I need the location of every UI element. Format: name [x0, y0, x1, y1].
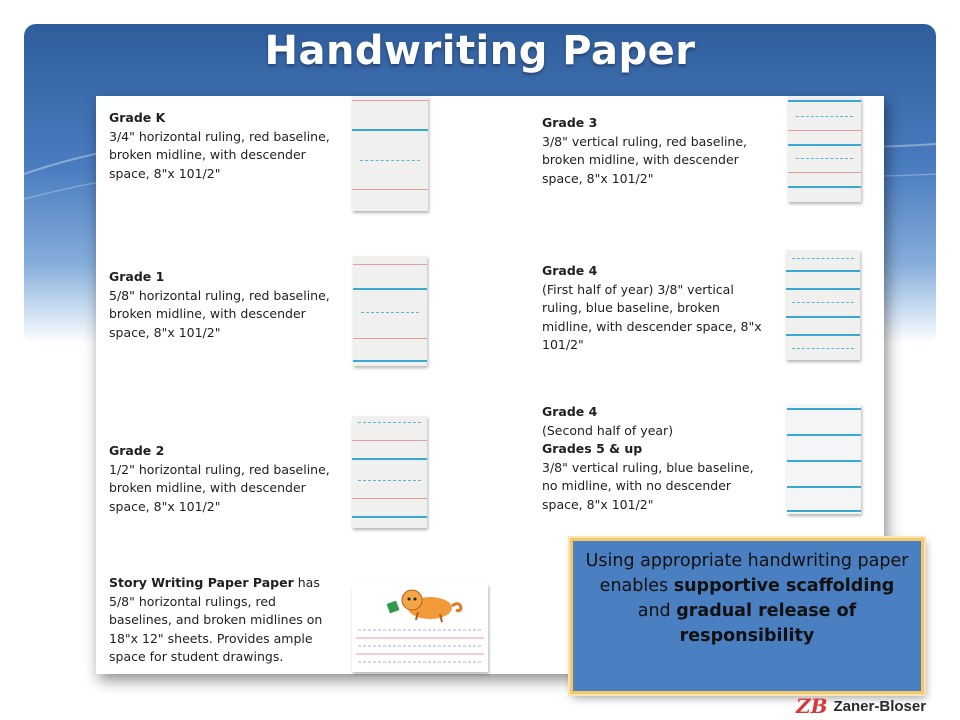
grade-4b-sub: (Second half of year) [542, 422, 674, 438]
callout-bold-1: supportive scaffolding [673, 576, 895, 596]
grade-2-desc: 1/2" horizontal ruling, red baseline, broken midline, with descender space, 8"x 101/2" [109, 461, 330, 514]
callout-bold-2: gradual release of responsibility [676, 601, 857, 646]
callout-text-1: Using appropriate handwriting paper enables [585, 551, 909, 596]
story-desc: has 5/8" horizontal rulings, red baselines, and broken midlines on 18"x 12" sheets. Provides ample space for student drawings. [109, 575, 323, 664]
grade-2-title: Grade 2 [109, 443, 165, 458]
grade-3-title: Grade 3 [542, 115, 598, 130]
zaner-bloser-logo [796, 694, 926, 718]
slide-title: Handwriting Paper [264, 28, 696, 74]
entry-grade-1 [109, 268, 339, 342]
key-point-callout [570, 538, 924, 694]
logo-mark: ZB [796, 694, 828, 718]
grade-k-desc: 3/4" horizontal ruling, red baseline, broken midline, with descender space, 8"x 101/2" [109, 128, 330, 181]
entry-grade-2 [109, 442, 339, 516]
grade-3-desc: 3/8" vertical ruling, red baseline, broken midline, with descender space, 8"x 101/2" [542, 133, 748, 186]
grade-1-title: Grade 1 [109, 269, 165, 284]
grade-5-up-title: Grades 5 & up [542, 441, 643, 456]
grade-4a-desc: (First half of year) 3/8" vertical ruling, blue baseline, broken midline, with descender space, 8"x 101/2" [542, 281, 762, 352]
entry-grade-4-first-half [542, 262, 772, 355]
grade-4b-title: Grade 4 [542, 404, 598, 419]
grade-1-desc: 5/8" horizontal ruling, red baseline, broken midline, with descender space, 8"x 101/2" [109, 287, 330, 340]
grade-4b-desc: 3/8" vertical ruling, blue baseline, no midline, with no descender space, 8"x 101/2" [542, 459, 754, 512]
entry-story-paper [109, 574, 339, 667]
cat-drawing-icon [352, 584, 488, 672]
entry-grade-k [109, 109, 339, 183]
story-title: Story Writing Paper Paper [109, 575, 294, 590]
paper-sample-grade-1 [353, 256, 427, 366]
paper-sample-grade-k [352, 96, 428, 211]
callout-text-2: and [637, 601, 671, 621]
paper-sample-grade-3 [788, 96, 861, 202]
paper-sample-grade-2 [352, 416, 427, 528]
entry-grade-4-second-half [542, 403, 772, 514]
paper-sample-grade-5-up [787, 404, 861, 514]
grade-4a-title: Grade 4 [542, 263, 598, 278]
paper-sample-story [352, 584, 488, 672]
grade-k-title: Grade K [109, 110, 166, 125]
entry-grade-3 [542, 114, 772, 188]
logo-name: Zaner-Bloser [833, 697, 927, 715]
paper-sample-grade-4-first-half [786, 250, 860, 360]
